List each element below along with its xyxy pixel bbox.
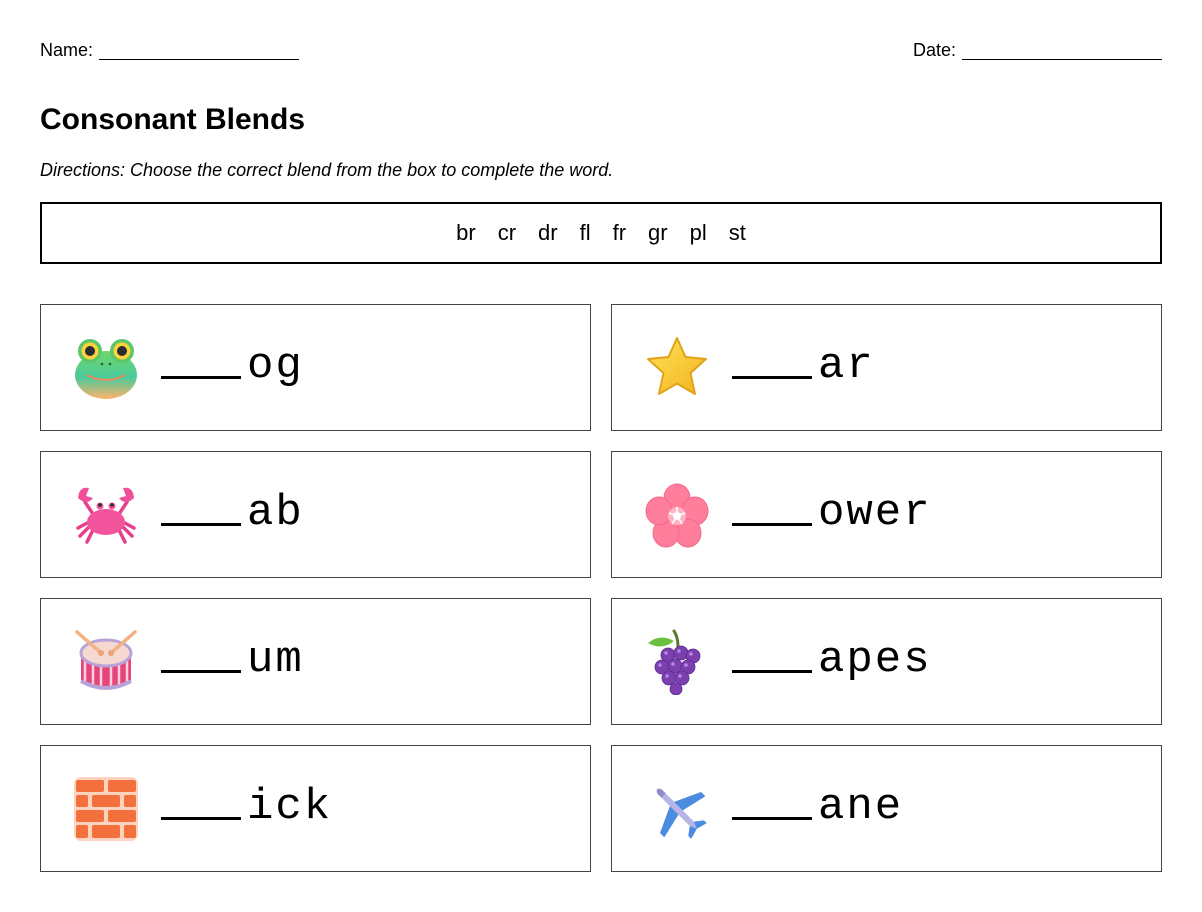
directions-text: Directions: Choose the correct blend from the box to complete the word. bbox=[40, 160, 614, 180]
word-bank-item: cr bbox=[497, 220, 517, 245]
answer-blank[interactable] bbox=[161, 523, 241, 526]
answer-blank[interactable] bbox=[161, 670, 241, 673]
word-bank-item: br bbox=[456, 220, 476, 245]
exercise-card-flower bbox=[611, 451, 1162, 578]
answer-blank[interactable] bbox=[732, 376, 812, 379]
plane-icon bbox=[644, 776, 710, 842]
word-bank-item: fr bbox=[612, 220, 627, 245]
drum-icon bbox=[73, 629, 139, 695]
word-bank bbox=[40, 202, 1162, 264]
answer-blank[interactable] bbox=[161, 817, 241, 820]
page-title: Consonant Blends bbox=[40, 103, 306, 136]
word-ending: ick bbox=[247, 781, 333, 832]
brick-icon bbox=[73, 776, 139, 842]
word-ending: um bbox=[247, 634, 304, 685]
answer-blank[interactable] bbox=[161, 376, 241, 379]
name-input-line[interactable] bbox=[99, 43, 299, 60]
star-icon bbox=[644, 335, 710, 401]
exercise-card-grapes bbox=[611, 598, 1162, 725]
exercise-card-crab bbox=[40, 451, 591, 578]
name-field bbox=[40, 40, 299, 60]
word-bank-item: pl bbox=[689, 220, 707, 245]
word-bank-item: dr bbox=[538, 220, 558, 245]
word-ending: og bbox=[247, 340, 304, 391]
exercise-card-frog bbox=[40, 304, 591, 431]
word-ending: ane bbox=[818, 781, 904, 832]
frog-icon bbox=[73, 335, 139, 401]
answer-blank[interactable] bbox=[732, 523, 812, 526]
crab-icon bbox=[73, 482, 139, 548]
word-ending: ab bbox=[247, 487, 304, 538]
flower-icon bbox=[644, 482, 710, 548]
date-label: Date: bbox=[912, 40, 956, 60]
word-ending: ar bbox=[818, 340, 875, 391]
word-ending: ower bbox=[818, 487, 932, 538]
exercise-card-drum bbox=[40, 598, 591, 725]
name-label: Name: bbox=[40, 40, 94, 60]
grapes-icon bbox=[644, 629, 710, 695]
word-bank-item: st bbox=[728, 220, 746, 245]
answer-blank[interactable] bbox=[732, 817, 812, 820]
answer-blank[interactable] bbox=[732, 670, 812, 673]
exercise-card-brick bbox=[40, 745, 591, 872]
date-field bbox=[913, 40, 1162, 60]
date-input-line[interactable] bbox=[962, 43, 1162, 60]
word-bank-item: gr bbox=[648, 220, 668, 245]
exercise-card-plane bbox=[611, 745, 1162, 872]
header-row bbox=[40, 40, 1162, 64]
word-ending: apes bbox=[818, 634, 932, 685]
exercise-card-star bbox=[611, 304, 1162, 431]
word-bank-item: fl bbox=[579, 220, 591, 245]
